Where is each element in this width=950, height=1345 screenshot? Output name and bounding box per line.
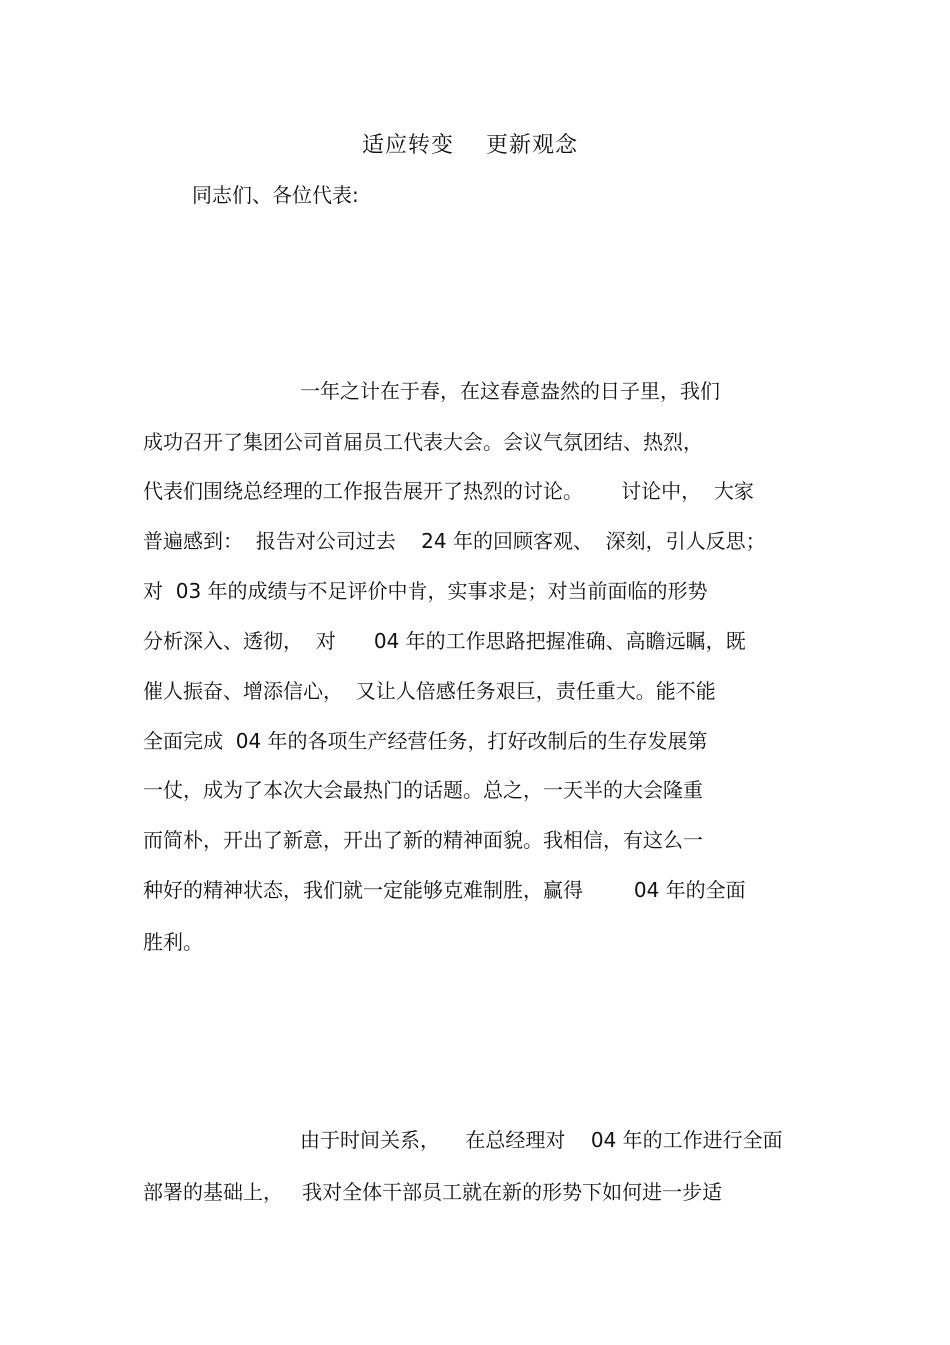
document-title: 适应转变 更新观念 xyxy=(362,133,578,158)
paragraph-1-line-5: 对 03 年的成绩与不足评价中肯，实事求是；对当前面临的形势 xyxy=(143,579,708,603)
paragraph-1-line-1: 一年之计在于春，在这春意盎然的日子里，我们 xyxy=(300,379,720,403)
paragraph-1-line-11: 种好的精神状态，我们就一定能够克难制胜，赢得 04 年的全面 xyxy=(143,878,746,902)
paragraph-1-line-6: 分析深入、透彻， 对 04 年的工作思路把握准确、高瞻远瞩，既 xyxy=(143,629,746,653)
paragraph-1-line-3: 代表们围绕总经理的工作报告展开了热烈的讨论。 讨论中， 大家 xyxy=(143,479,754,503)
salutation: 同志们、各位代表: xyxy=(192,183,359,207)
paragraph-2-line-2: 部署的基础上， 我对全体干部员工就在新的形势下如何进一步适 xyxy=(143,1180,723,1204)
paragraph-1-line-2: 成功召开了集团公司首届员工代表大会。会议气氛团结、热烈， xyxy=(143,430,703,454)
paragraph-1-line-4: 普遍感到： 报告对公司过去 24 年的回顾客观、 深刻，引人反思； xyxy=(143,529,766,553)
paragraph-1-line-9: 一仗，成为了本次大会最热门的话题。总之，一天半的大会隆重 xyxy=(143,778,703,802)
paragraph-1-line-7: 催人振奋、增添信心， 又让人倍感任务艰巨，责任重大。能不能 xyxy=(143,679,716,703)
paragraph-1-line-12: 胜利。 xyxy=(143,930,203,954)
paragraph-1-line-8: 全面完成 04 年的各项生产经营任务，打好改制后的生存发展第 xyxy=(143,729,708,753)
paragraph-2-line-1: 由于时间关系， 在总经理对 04 年的工作进行全面 xyxy=(300,1128,783,1152)
paragraph-1-line-10: 而简朴，开出了新意，开出了新的精神面貌。我相信，有这么一 xyxy=(143,828,703,852)
